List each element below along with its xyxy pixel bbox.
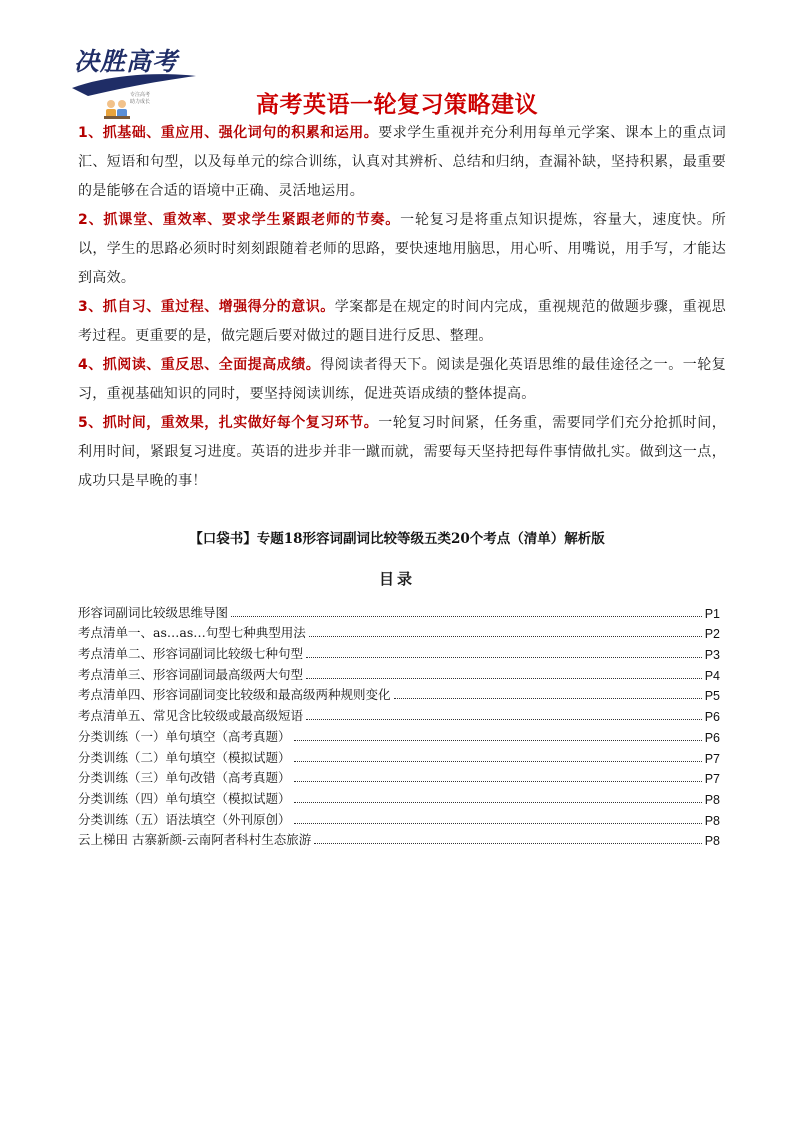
advice-lead-5: 5、抓时间，重效果，扎实做好每个复习环节。	[78, 415, 379, 431]
toc-entry[interactable]	[78, 807, 720, 828]
advice-paragraph-5	[78, 409, 726, 496]
toc-dot-leader	[294, 739, 702, 741]
toc-entry[interactable]	[78, 621, 720, 642]
advice-lead-1: 1、抓基础、重应用、强化词句的积累和运用。	[78, 125, 379, 141]
toc-entry-page: P2	[704, 627, 720, 642]
strategy-advice-section	[78, 119, 726, 496]
advice-paragraph-4	[78, 351, 726, 409]
toc-entry-label: 考点清单三、形容词副词最高级两大句型	[78, 666, 304, 682]
toc-entry-label: 云上梯田 古寨新颜-云南阿者科村生态旅游	[78, 832, 312, 848]
toc-entry-label: 考点清单四、形容词副词变比较级和最高级两种规则变化	[78, 687, 391, 703]
toc-entry[interactable]	[78, 641, 720, 662]
toc-entry[interactable]	[78, 828, 720, 849]
document-subtitle: 【口袋书】专题18形容词副词比较等级五类20个考点（清单）解析版	[189, 531, 605, 547]
toc-dot-leader	[231, 615, 702, 617]
toc-dot-leader	[294, 780, 702, 782]
toc-entry-label: 分类训练（二）单句填空（模拟试题）	[78, 749, 291, 765]
toc-dot-leader	[306, 656, 702, 658]
toc-heading: 目录	[378, 570, 415, 588]
toc-dot-leader	[306, 677, 702, 679]
advice-lead-3: 3、抓自习、重过程、增强得分的意识。	[78, 299, 335, 315]
toc-dot-leader	[294, 760, 702, 762]
toc-dot-leader	[294, 801, 702, 803]
logo-brand-text: 决胜高考	[74, 47, 179, 76]
toc-entry-label: 形容词副词比较级思维导图	[78, 604, 229, 620]
advice-body-1: 要求学生重视并充分利用每单元学案、课本上的重点词汇、短语和句型，以及每单元的综合训练，认真对其辨析、总结和归纳，查漏补缺，坚持积累，最重要的是能够在合适的语境中正确、灵活地运用。	[78, 125, 726, 199]
advice-lead-2: 2、抓课堂、重效率、要求学生紧跟老师的节奏。	[78, 212, 401, 228]
toc-entry[interactable]	[78, 683, 720, 704]
toc-entry-label: 考点清单一、as…as…句型七种典型用法	[78, 625, 306, 641]
toc-entry-page: P3	[704, 648, 720, 663]
toc-entry-page: P7	[704, 751, 720, 766]
toc-entry[interactable]	[78, 703, 720, 724]
toc-dot-leader	[394, 697, 702, 699]
toc-entry-page: P1	[704, 606, 720, 621]
toc-entry[interactable]	[78, 786, 720, 807]
advice-lead-4: 4、抓阅读、重反思、全面提高成绩。	[78, 357, 321, 373]
toc-entry[interactable]	[78, 745, 720, 766]
toc-entry[interactable]	[78, 724, 720, 745]
toc-entry-label: 分类训练（三）单句改错（高考真题）	[78, 770, 291, 786]
toc-entry-page: P8	[704, 813, 720, 828]
logo-tagline-line-2: 助力成长	[130, 99, 151, 105]
advice-paragraph-1	[78, 119, 726, 206]
toc-entry-page: P8	[704, 834, 720, 849]
toc-entry-label: 分类训练（五）语法填空（外刊原创）	[78, 811, 291, 827]
advice-paragraph-2	[78, 206, 726, 293]
toc-entry-label: 考点清单二、形容词副词比较级七种句型	[78, 646, 304, 662]
toc-entry[interactable]	[78, 662, 720, 683]
toc-entry-page: P6	[704, 730, 720, 745]
toc-dot-leader	[314, 842, 702, 844]
toc-dot-leader	[294, 822, 702, 824]
advice-body-5: 一轮复习时间紧，任务重，需要同学们充分抢抓时间，利用时间，紧跟复习进度。英语的进步并非一蹴而就，需要每天坚持把每件事情做扎实。做到这一点，成功只是早晚的事！	[78, 415, 726, 489]
toc-dot-leader	[309, 635, 702, 637]
toc-entry-label: 分类训练（四）单句填空（模拟试题）	[78, 790, 291, 806]
toc-entry-page: P5	[704, 689, 720, 704]
toc-entry[interactable]	[78, 600, 720, 621]
toc-dot-leader	[306, 718, 702, 720]
page-title: 高考英语一轮复习策略建议	[256, 92, 538, 118]
advice-body-3: 学案都是在规定的时间内完成，重视规范的做题步骤，重视思考过程。更重要的是，做完题后要对做过的题目进行反思、整理。	[78, 299, 727, 344]
toc-entry-page: P7	[704, 772, 720, 787]
advice-body-4: 得阅读者得天下。阅读是强化英语思维的最佳途径之一。一轮复习，重视基础知识的同时，要坚持阅读训练，促进英语成绩的整体提高。	[78, 357, 727, 402]
toc-entry-page: P8	[704, 792, 720, 807]
toc-entry-page: P6	[704, 710, 720, 725]
logo-tagline-line-1: 专注高考	[130, 92, 151, 98]
toc-entry-label: 考点清单五、常见含比较级或最高级短语	[78, 708, 304, 724]
toc-entry[interactable]	[78, 766, 720, 787]
toc-entry-page: P4	[704, 668, 720, 683]
toc-entry-label: 分类训练（一）单句填空（高考真题）	[78, 728, 291, 744]
advice-paragraph-3	[78, 293, 726, 351]
table-of-contents	[78, 600, 720, 848]
advice-body-2: 一轮复习是将重点知识提炼，容量大，速度快。所以，学生的思路必须时时刻刻跟随着老师的思路，要快速地用脑思，用心听、用嘴说，用手写，才能达到高效。	[78, 212, 726, 286]
